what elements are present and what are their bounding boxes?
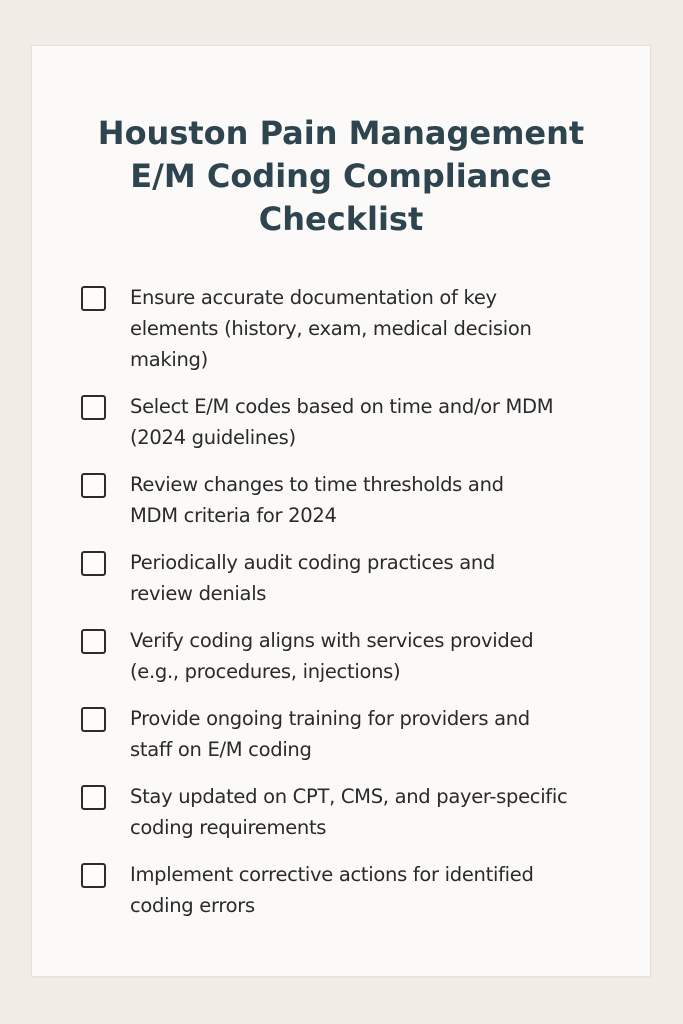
item-text-line: coding requirements: [130, 816, 327, 839]
item-text-line: coding errors: [130, 894, 255, 917]
checklist-item-text: [130, 469, 620, 531]
checklist-item: [32, 469, 650, 547]
checklist-item: [32, 625, 650, 703]
checkbox[interactable]: [81, 629, 106, 654]
checklist-item: [32, 859, 650, 937]
checklist-card: [32, 46, 650, 976]
item-text-line: (2024 guidelines): [130, 426, 296, 449]
page-title: [32, 112, 650, 241]
title-line: Houston Pain Management: [97, 114, 585, 152]
item-text-line: Ensure accurate documentation of key: [130, 286, 497, 309]
item-text-line: review denials: [130, 582, 267, 605]
item-text-line: making): [130, 348, 208, 371]
checklist-item-text: [130, 391, 620, 453]
checkbox[interactable]: [81, 863, 106, 888]
checkbox[interactable]: [81, 785, 106, 810]
item-text-line: Periodically audit coding practices and: [130, 551, 495, 574]
checkbox[interactable]: [81, 551, 106, 576]
checklist-item-text: [130, 781, 620, 843]
checklist-item-text: [130, 703, 620, 765]
checklist-item: [32, 282, 650, 391]
checklist-item: [32, 703, 650, 781]
checkbox[interactable]: [81, 395, 106, 420]
item-text-line: MDM criteria for 2024: [130, 504, 337, 527]
item-text-line: Stay updated on CPT, CMS, and payer-specific: [130, 785, 568, 808]
item-text-line: Implement corrective actions for identified: [130, 863, 534, 886]
checklist-item-text: [130, 547, 620, 609]
item-text-line: (e.g., procedures, injections): [130, 660, 401, 683]
compliance-checklist: [32, 282, 650, 937]
checkbox[interactable]: [81, 707, 106, 732]
title-line: Checklist: [258, 200, 424, 238]
checklist-item-text: [130, 625, 620, 687]
title-line: E/M Coding Compliance: [130, 157, 552, 195]
checkbox[interactable]: [81, 286, 106, 311]
checklist-item: [32, 781, 650, 859]
item-text-line: Select E/M codes based on time and/or MDM: [130, 395, 554, 418]
item-text-line: elements (history, exam, medical decision: [130, 317, 532, 340]
item-text-line: Provide ongoing training for providers and: [130, 707, 530, 730]
checkbox[interactable]: [81, 473, 106, 498]
checklist-item: [32, 547, 650, 625]
item-text-line: Verify coding aligns with services provided: [130, 629, 534, 652]
item-text-line: Review changes to time thresholds and: [130, 473, 504, 496]
checklist-item-text: [130, 859, 620, 921]
checklist-item-text: [130, 282, 620, 375]
item-text-line: staff on E/M coding: [130, 738, 312, 761]
checklist-item: [32, 391, 650, 469]
